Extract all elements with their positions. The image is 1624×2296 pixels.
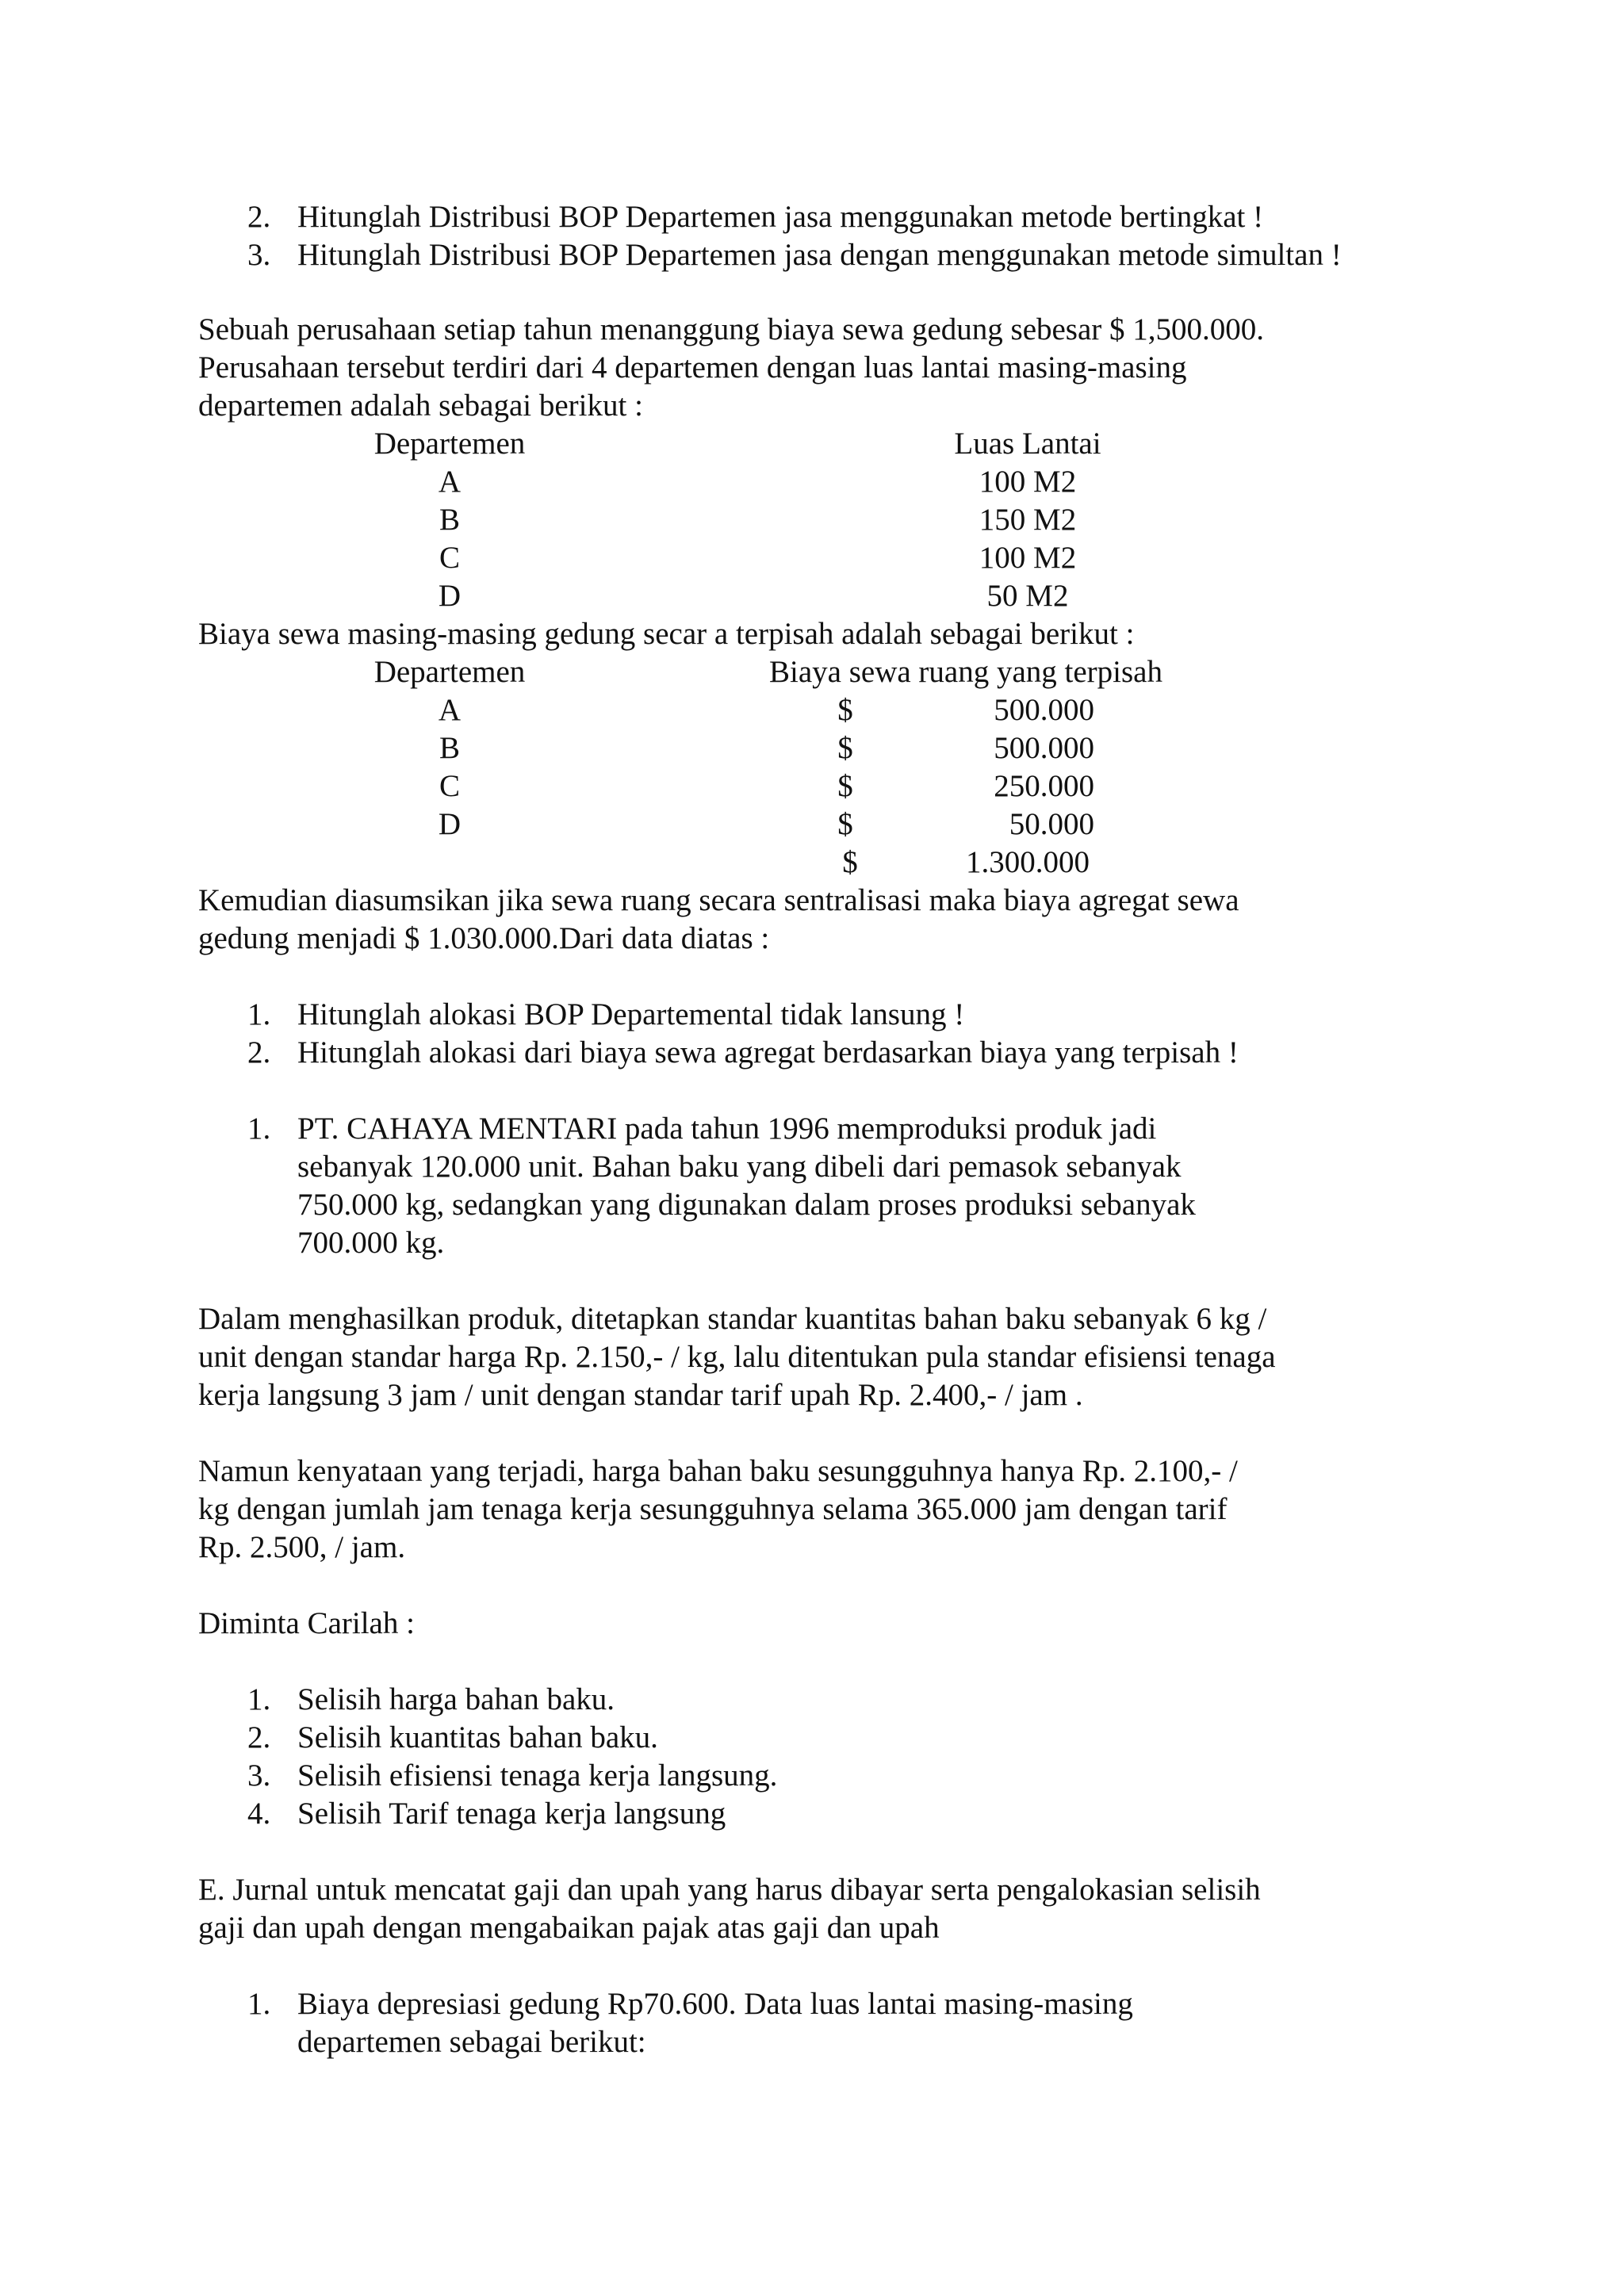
- paragraph-line: gaji dan upah dengan mengabaikan pajak atas gaji dan upah: [198, 1911, 940, 1945]
- list-item: Selisih Tarif tenaga kerja langsung: [297, 1797, 726, 1831]
- paragraph-line: Namun kenyataan yang terjadi, harga bahan baku sesungguhnya hanya Rp. 2.100,- /: [198, 1454, 1238, 1488]
- table-cell-area: 50 M2: [986, 579, 1069, 613]
- paragraph-line: Sebuah perusahaan setiap tahun menanggung biaya sewa gedung sebesar $ 1,500.000.: [198, 312, 1265, 346]
- table-cell-area: 100 M2: [979, 465, 1077, 499]
- list-item-line: PT. CAHAYA MENTARI pada tahun 1996 memproduksi produk jadi: [297, 1112, 1157, 1146]
- paragraph-line: Rp. 2.500, / jam.: [198, 1530, 406, 1564]
- list-number: 1.: [247, 997, 271, 1031]
- table-cell-cost: 250.000: [994, 769, 1094, 803]
- instruction-heading: Diminta Carilah :: [198, 1606, 415, 1640]
- list-number: 1.: [247, 1112, 271, 1146]
- table-cell-currency: $: [837, 693, 853, 727]
- table-cell-cost: 500.000: [994, 693, 1094, 727]
- list-item-line: 700.000 kg.: [297, 1226, 445, 1260]
- paragraph-line: gedung menjadi $ 1.030.000.Dari data diatas :: [198, 921, 770, 955]
- paragraph-line: kerja langsung 3 jam / unit dengan standar tarif upah Rp. 2.400,- / jam .: [198, 1378, 1083, 1412]
- table-header-luas-lantai: Luas Lantai: [954, 427, 1101, 461]
- list-number: 4.: [247, 1797, 271, 1831]
- list-number: 1.: [247, 1987, 271, 2021]
- list-number: 2.: [247, 200, 271, 234]
- table-cell-dept: D: [438, 579, 462, 613]
- list-number: 2.: [247, 1035, 271, 1070]
- table-total-currency: $: [842, 845, 858, 879]
- list-number: 2.: [247, 1720, 271, 1755]
- table-cell-area: 150 M2: [979, 503, 1077, 537]
- list-number: 3.: [247, 238, 271, 272]
- table-cell-dept: C: [439, 541, 461, 575]
- list-item-line: sebanyak 120.000 unit. Bahan baku yang dibeli dari pemasok sebanyak: [297, 1150, 1182, 1184]
- paragraph-line: Kemudian diasumsikan jika sewa ruang secara sentralisasi maka biaya agregat sewa: [198, 883, 1239, 917]
- paragraph-line: E. Jurnal untuk mencatat gaji dan upah yang harus dibayar serta pengalokasian selisih: [198, 1873, 1261, 1907]
- table-cell-currency: $: [837, 769, 853, 803]
- table-header-departemen: Departemen: [373, 427, 526, 461]
- table-cell-area: 100 M2: [979, 541, 1077, 575]
- list-item: Hitunglah alokasi dari biaya sewa agregat berdasarkan biaya yang terpisah !: [297, 1035, 1239, 1070]
- list-item-line: 750.000 kg, sedangkan yang digunakan dalam proses produksi sebanyak: [297, 1188, 1196, 1222]
- table-cell-currency: $: [837, 731, 853, 765]
- list-item-line: departemen sebagai berikut:: [297, 2025, 646, 2059]
- table-cell-cost: 50.000: [1009, 807, 1094, 841]
- table-header-biaya-sewa: Biaya sewa ruang yang terpisah: [769, 655, 1162, 689]
- list-item: Selisih efisiensi tenaga kerja langsung.: [297, 1758, 778, 1793]
- table-total-cost: 1.300.000: [966, 845, 1090, 879]
- paragraph-line: unit dengan standar harga Rp. 2.150,- / kg, lalu ditentukan pula standar efisiensi tenaga: [198, 1340, 1276, 1374]
- list-item: Hitunglah Distribusi BOP Departemen jasa menggunakan metode bertingkat !: [297, 200, 1264, 234]
- table-cell-dept: A: [438, 693, 462, 727]
- table-cell-dept: C: [439, 769, 461, 803]
- paragraph-line: Biaya sewa masing-masing gedung secar a terpisah adalah sebagai berikut :: [198, 617, 1135, 651]
- list-item: Hitunglah Distribusi BOP Departemen jasa dengan menggunakan metode simultan !: [297, 238, 1342, 272]
- table-cell-dept: B: [439, 503, 461, 537]
- table-cell-dept: B: [439, 731, 461, 765]
- paragraph-line: Perusahaan tersebut terdiri dari 4 departemen dengan luas lantai masing-masing: [198, 350, 1187, 385]
- list-item: Selisih kuantitas bahan baku.: [297, 1720, 658, 1755]
- table-cell-currency: $: [837, 807, 853, 841]
- table-cell-cost: 500.000: [994, 731, 1094, 765]
- paragraph-line: kg dengan jumlah jam tenaga kerja sesungguhnya selama 365.000 jam dengan tarif: [198, 1492, 1228, 1526]
- list-number: 1.: [247, 1682, 271, 1716]
- list-item: Hitunglah alokasi BOP Departemental tidak lansung !: [297, 997, 965, 1031]
- list-item-line: Biaya depresiasi gedung Rp70.600. Data luas lantai masing-masing: [297, 1987, 1133, 2021]
- paragraph-line: Dalam menghasilkan produk, ditetapkan standar kuantitas bahan baku sebanyak 6 kg /: [198, 1302, 1267, 1336]
- paragraph-line: departemen adalah sebagai berikut :: [198, 388, 643, 423]
- list-item: Selisih harga bahan baku.: [297, 1682, 615, 1716]
- table-header-departemen: Departemen: [373, 655, 526, 689]
- table-cell-dept: D: [438, 807, 462, 841]
- list-number: 3.: [247, 1758, 271, 1793]
- table-cell-dept: A: [438, 465, 462, 499]
